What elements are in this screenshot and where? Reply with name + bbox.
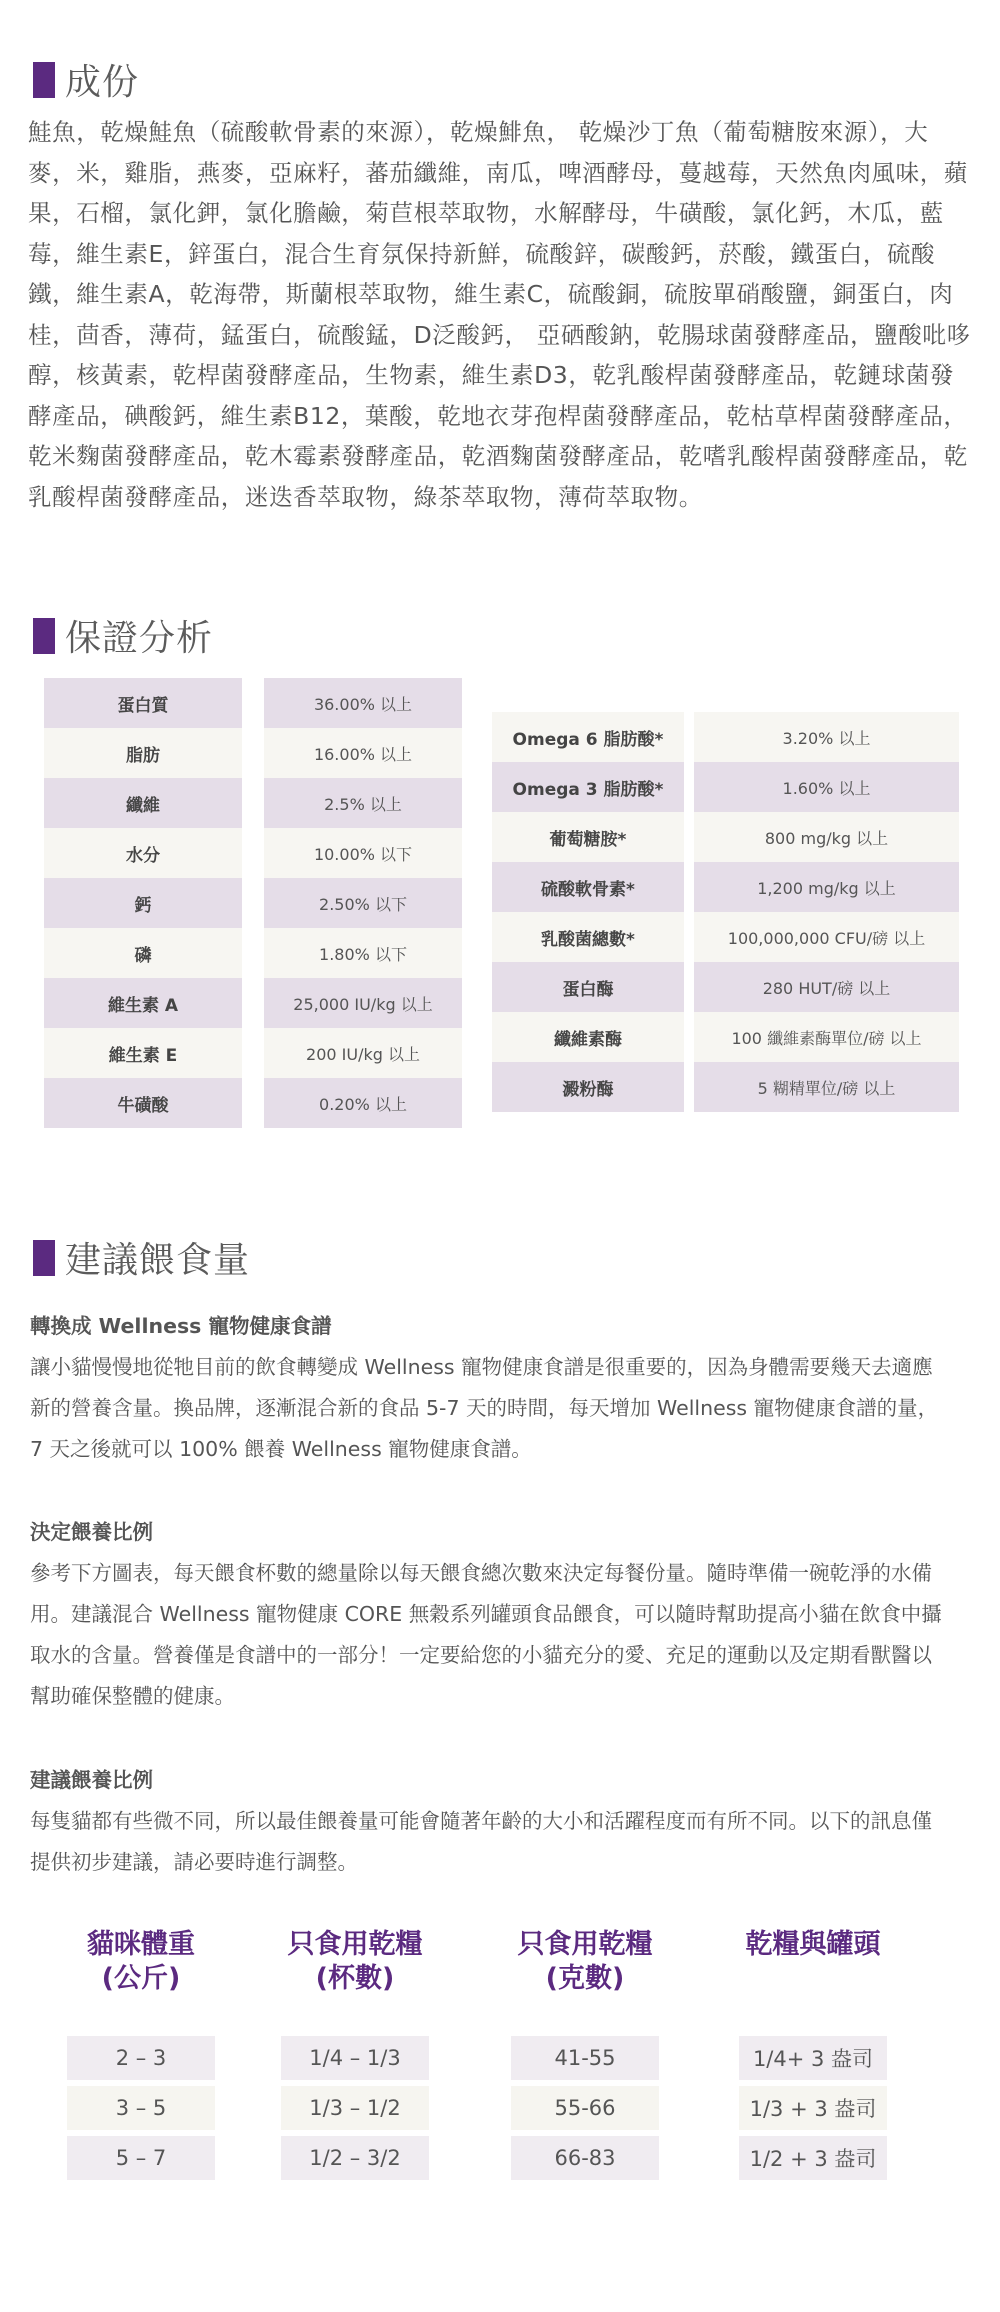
analysis-label: 葡萄糖胺* (492, 812, 684, 862)
feeding-column-grams (500, 1928, 670, 2186)
ingredients-title: 成份 (65, 62, 140, 103)
ratio-title: 決定餵養比例 (30, 1520, 153, 1544)
analysis-row (492, 962, 959, 1012)
analysis-value: 16.00% 以上 (264, 728, 462, 778)
analysis-value: 1.80% 以下 (264, 928, 462, 978)
analysis-value: 2.50% 以下 (264, 878, 462, 928)
transition-title: 轉換成 Wellness 寵物健康食譜 (30, 1314, 332, 1338)
heading-marker (33, 618, 55, 654)
analysis-row (44, 1078, 462, 1128)
analysis-label: 澱粉酶 (492, 1062, 684, 1112)
analysis-row (492, 1012, 959, 1062)
ingredients-heading (33, 54, 139, 105)
feeding-column-mixed (728, 1928, 898, 2186)
feeding-column-cups (270, 1928, 440, 2186)
analysis-row (492, 1062, 959, 1112)
suggest-text: 每隻貓都有些微不同，所以最佳餵養量可能會隨著年齡的大小和活躍程度而有所不同。以下的訊息僅提供初步建議，請必要時進行調整。 (30, 1809, 932, 1874)
analysis-value: 0.20% 以上 (264, 1078, 462, 1128)
column-header: 乾糧與罐頭 (745, 1929, 881, 1960)
analysis-label: 磷 (44, 928, 242, 978)
feeding-cell: 1/3 – 1/2 (281, 2086, 429, 2130)
feeding-cell: 2 – 3 (67, 2036, 215, 2080)
column-header: 只食用乾糧 (杯數) (287, 1929, 423, 1994)
analysis-row (44, 778, 462, 828)
feeding-cell: 1/4+ 3 盎司 (739, 2036, 887, 2080)
analysis-row (44, 878, 462, 928)
analysis-value: 800 mg/kg 以上 (694, 812, 959, 862)
analysis-label: 乳酸菌總數* (492, 912, 684, 962)
feeding-cell: 66-83 (511, 2136, 659, 2180)
analysis-label: 維生素 E (44, 1028, 242, 1078)
feeding-cell: 5 – 7 (67, 2136, 215, 2180)
feeding-cell: 1/4 – 1/3 (281, 2036, 429, 2080)
analysis-value: 100,000,000 CFU/磅 以上 (694, 912, 959, 962)
analysis-label: 脂肪 (44, 728, 242, 778)
analysis-table-right (492, 712, 959, 1112)
analysis-value: 2.5% 以上 (264, 778, 462, 828)
analysis-label: 纖維素酶 (492, 1012, 684, 1062)
analysis-value: 36.00% 以上 (264, 678, 462, 728)
analysis-value: 1,200 mg/kg 以上 (694, 862, 959, 912)
suggest-block (30, 1760, 950, 1883)
analysis-row (44, 678, 462, 728)
heading-marker (33, 62, 55, 98)
transition-block (30, 1306, 950, 1470)
analysis-value: 10.00% 以下 (264, 828, 462, 878)
analysis-value: 25,000 IU/kg 以上 (264, 978, 462, 1028)
analysis-row (44, 828, 462, 878)
feeding-cell: 1/2 + 3 盎司 (739, 2136, 887, 2180)
analysis-row (44, 928, 462, 978)
analysis-label: 硫酸軟骨素* (492, 862, 684, 912)
analysis-label: 蛋白酶 (492, 962, 684, 1012)
suggest-title: 建議餵養比例 (30, 1768, 153, 1792)
feeding-cell: 3 – 5 (67, 2086, 215, 2130)
analysis-row (492, 912, 959, 962)
analysis-label: 蛋白質 (44, 678, 242, 728)
analysis-row (44, 978, 462, 1028)
analysis-label: 維生素 A (44, 978, 242, 1028)
analysis-label: 牛磺酸 (44, 1078, 242, 1128)
feeding-cell: 55-66 (511, 2086, 659, 2130)
feeding-cell: 1/3 + 3 盎司 (739, 2086, 887, 2130)
analysis-table-left (44, 678, 462, 1128)
analysis-value: 100 纖維素酶單位/磅 以上 (694, 1012, 959, 1062)
ratio-block (30, 1512, 950, 1717)
analysis-row (492, 862, 959, 912)
heading-marker (33, 1240, 55, 1276)
feeding-cell: 1/2 – 3/2 (281, 2136, 429, 2180)
analysis-heading (33, 610, 213, 661)
analysis-label: 水分 (44, 828, 242, 878)
analysis-title: 保證分析 (65, 618, 214, 659)
feeding-cell: 41-55 (511, 2036, 659, 2080)
ingredients-text: 鮭魚，乾燥鮭魚（硫酸軟骨素的來源），乾燥鯡魚， 乾燥沙丁魚（葡萄糖胺來源），大麥，米，雞脂，燕麥，亞麻籽，蕃茄纖維，南瓜，啤酒酵母，蔓越莓，天然魚肉風味，蘋果，石榴，氯化鉀，氯化膽鹼，菊苣根萃取物，水解酵母，牛磺酸，氯化鈣，木瓜，藍莓，維生素E，鋅蛋白，混合生育氛保持新鮮，硫酸鋅，碳酸鈣，菸酸，鐵蛋白，硫酸鐵，維生素A，乾海帶，斯蘭根萃取物，維生素C，硫酸銅，硫胺單硝酸鹽，銅蛋白，肉桂，茴香，薄荷，錳蛋白，硫酸錳，D泛酸鈣， 亞硒酸鈉，乾腸球菌發酵產品，鹽酸吡哆醇，核黃素，乾桿菌發酵產品，生物素，維生素D3，乾乳酸桿菌發酵產品，乾鏈球菌發酵產品，碘酸鈣，維生素B12，葉酸，乾地衣芽孢桿菌發酵產品，乾枯草桿菌發酵產品，乾米麴菌發酵產品，乾木霉素發酵產品，乾酒麴菌發酵產品，乾嗜乳酸桿菌發酵產品，乾乳酸桿菌發酵產品，迷迭香萃取物，綠茶萃取物，薄荷萃取物。 (28, 118, 971, 511)
feeding-title: 建議餵食量 (65, 1240, 251, 1281)
analysis-value: 5 糊精單位/磅 以上 (694, 1062, 959, 1112)
analysis-row (44, 1028, 462, 1078)
analysis-value: 200 IU/kg 以上 (264, 1028, 462, 1078)
analysis-row (492, 712, 959, 762)
ratio-text: 參考下方圖表，每天餵食杯數的總量除以每天餵食總次數來決定每餐份量。隨時準備一碗乾淨的水備用。建議混合 Wellness 寵物健康 CORE 無穀系列罐頭食品餵食，可以隨時幫助提高小貓在飲食中攝取水的含量。營養僅是食譜中的一部分！一定要給您的小貓充分的愛、充足的運動以及定期看獸醫以幫助確保整體的健康。 (30, 1561, 942, 1708)
analysis-value: 1.60% 以上 (694, 762, 959, 812)
analysis-label: Omega 3 脂肪酸* (492, 762, 684, 812)
transition-text: 讓小貓慢慢地從牠目前的飲食轉變成 Wellness 寵物健康食譜是很重要的，因為身體需要幾天去適應新的營養含量。換品牌，逐漸混合新的食品 5-7 天的時間，每天增加 Wellness 寵物健康食譜的量，7 天之後就可以 100% 餵養 Wellness 寵物健康食譜。 (30, 1355, 939, 1461)
analysis-value: 280 HUT/磅 以上 (694, 962, 959, 1012)
analysis-label: 鈣 (44, 878, 242, 928)
column-header: 只食用乾糧 (克數) (517, 1929, 653, 1994)
analysis-row (492, 762, 959, 812)
analysis-value: 3.20% 以上 (694, 712, 959, 762)
feeding-column-weight (56, 1928, 226, 2186)
analysis-row (44, 728, 462, 778)
analysis-row (492, 812, 959, 862)
analysis-label: 纖維 (44, 778, 242, 828)
column-header: 貓咪體重 (公斤) (87, 1929, 195, 1994)
feeding-heading (33, 1232, 250, 1283)
analysis-label: Omega 6 脂肪酸* (492, 712, 684, 762)
